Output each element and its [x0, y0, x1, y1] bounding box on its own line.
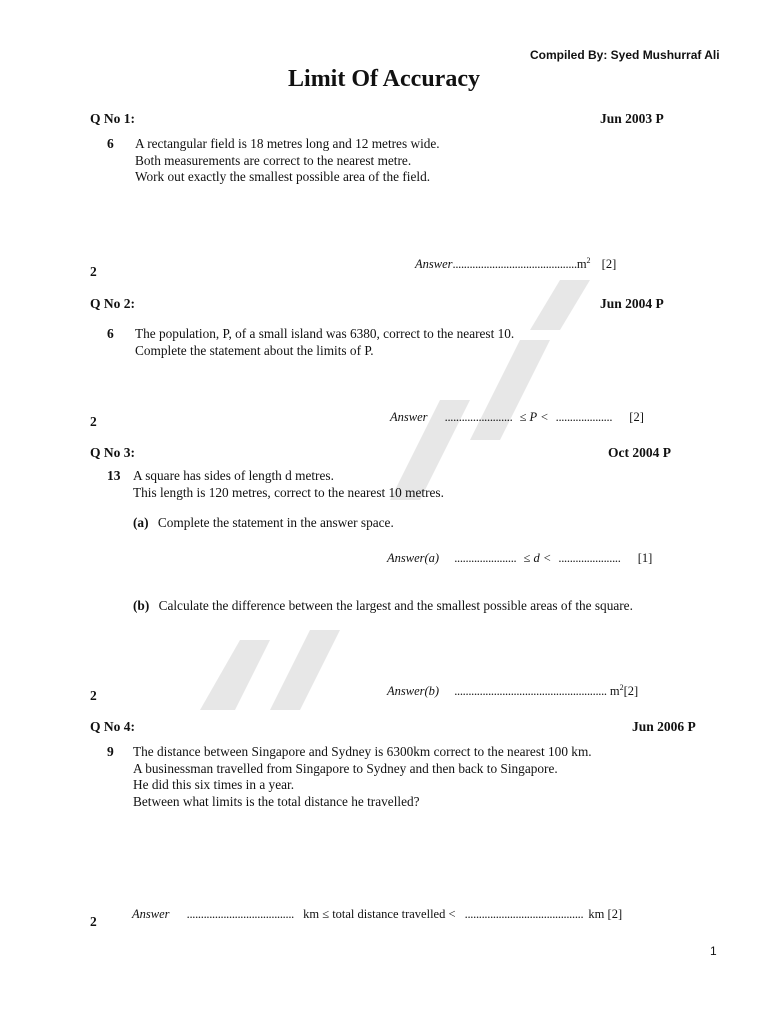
answer-label: Answer(a): [387, 551, 440, 565]
page-title: Limit Of Accuracy: [288, 66, 480, 92]
answer-marks: [1]: [637, 551, 653, 565]
answer-dots-right: ..........................................: [464, 907, 584, 921]
answer-relation: km ≤ total distance travelled <: [303, 907, 456, 921]
question-2-line-1: The population, P, of a small island was 6380, correct to the nearest 10.: [135, 326, 515, 341]
answer-label: Answer: [415, 257, 453, 272]
part-a-label: (a): [133, 515, 149, 530]
question-3-page-mark: 2: [90, 688, 97, 703]
question-4-session: Jun 2006 P: [632, 719, 696, 734]
question-4-label: Q No 4:: [90, 719, 135, 734]
question-3-text: [133, 468, 444, 501]
question-1-answer: [415, 256, 616, 272]
answer-label: Answer(b): [387, 684, 440, 699]
question-1-label: Q No 1:: [90, 111, 135, 126]
question-1-text: [135, 136, 440, 186]
question-2-page-mark: 2: [90, 414, 97, 429]
question-4-line-3: He did this six times in a year.: [133, 777, 295, 792]
answer-dots: ............................................: [452, 257, 577, 272]
answer-dots-left: ......................: [454, 551, 517, 565]
question-4-answer: [132, 907, 622, 922]
question-2-number: 6: [107, 326, 114, 341]
question-3a-answer: [387, 551, 652, 566]
question-3a: [133, 515, 394, 532]
page-number: 1: [710, 944, 717, 958]
question-4-line-4: Between what limits is the total distance he travelled?: [133, 793, 420, 809]
answer-unit-sup: 2: [619, 683, 624, 692]
answer-dots: ......................................................: [454, 684, 607, 699]
part-b-text: Calculate the difference between the largest and the smallest possible areas of the square.: [158, 598, 633, 613]
answer-marks: [2]: [629, 410, 644, 424]
answer-dots-left: ........................: [444, 410, 513, 424]
answer-marks: [2]: [607, 907, 623, 921]
answer-unit-sup: 2: [586, 256, 591, 265]
question-1-number: 6: [107, 136, 114, 151]
question-3b: [133, 598, 633, 615]
question-4-page-mark: 2: [90, 914, 97, 929]
question-2-answer: [390, 410, 644, 425]
question-3-session: Oct 2004 P: [608, 445, 671, 460]
question-3-number: 13: [107, 468, 121, 483]
question-4-text: [133, 744, 592, 810]
answer-dots-right: ......................: [558, 551, 621, 565]
question-3-label: Q No 3:: [90, 445, 135, 460]
question-2-label: Q No 2:: [90, 296, 135, 311]
answer-dots-left: ......................................: [186, 907, 294, 921]
question-4-line-1: The distance between Singapore and Sydney is 6300km correct to the nearest 100 km.: [133, 744, 592, 759]
question-3-line-1: A square has sides of length d metres.: [133, 468, 334, 483]
question-1-page-mark: 2: [90, 264, 97, 279]
question-1-line-1: A rectangular field is 18 metres long and 12 metres wide.: [135, 136, 440, 151]
question-1-session: Jun 2003 P: [600, 111, 664, 126]
question-2-text: [135, 326, 514, 359]
answer-relation: ≤ P <: [519, 410, 549, 424]
answer-label: Answer: [132, 907, 170, 921]
part-a-text: Complete the statement in the answer space.: [157, 515, 394, 530]
answer-label: Answer: [390, 410, 428, 424]
question-2-session: Jun 2004 P: [600, 296, 664, 311]
answer-unit: km: [588, 907, 605, 921]
question-1-line-3: Work out exactly the smallest possible area of the field.: [135, 169, 431, 184]
answer-unit: m: [609, 684, 620, 699]
part-b-label: (b): [133, 598, 150, 613]
question-4-number: 9: [107, 744, 114, 759]
question-3-line-2: This length is 120 metres, correct to the nearest 10 metres.: [133, 484, 444, 500]
answer-marks: [2]: [601, 257, 617, 272]
compiled-by: Compiled By: Syed Mushurraf Ali: [530, 48, 720, 62]
answer-marks: [2]: [623, 684, 639, 699]
question-2-line-2: Complete the statement about the limits of P.: [135, 342, 374, 358]
answer-dots-right: ....................: [555, 410, 613, 424]
question-1-line-2: Both measurements are correct to the nearest metre.: [135, 152, 412, 168]
question-3b-answer: [387, 683, 638, 699]
question-4-line-2: A businessman travelled from Singapore to Sydney and then back to Singapore.: [133, 760, 558, 776]
answer-relation: ≤ d <: [523, 551, 552, 565]
answer-unit: m: [576, 257, 587, 272]
